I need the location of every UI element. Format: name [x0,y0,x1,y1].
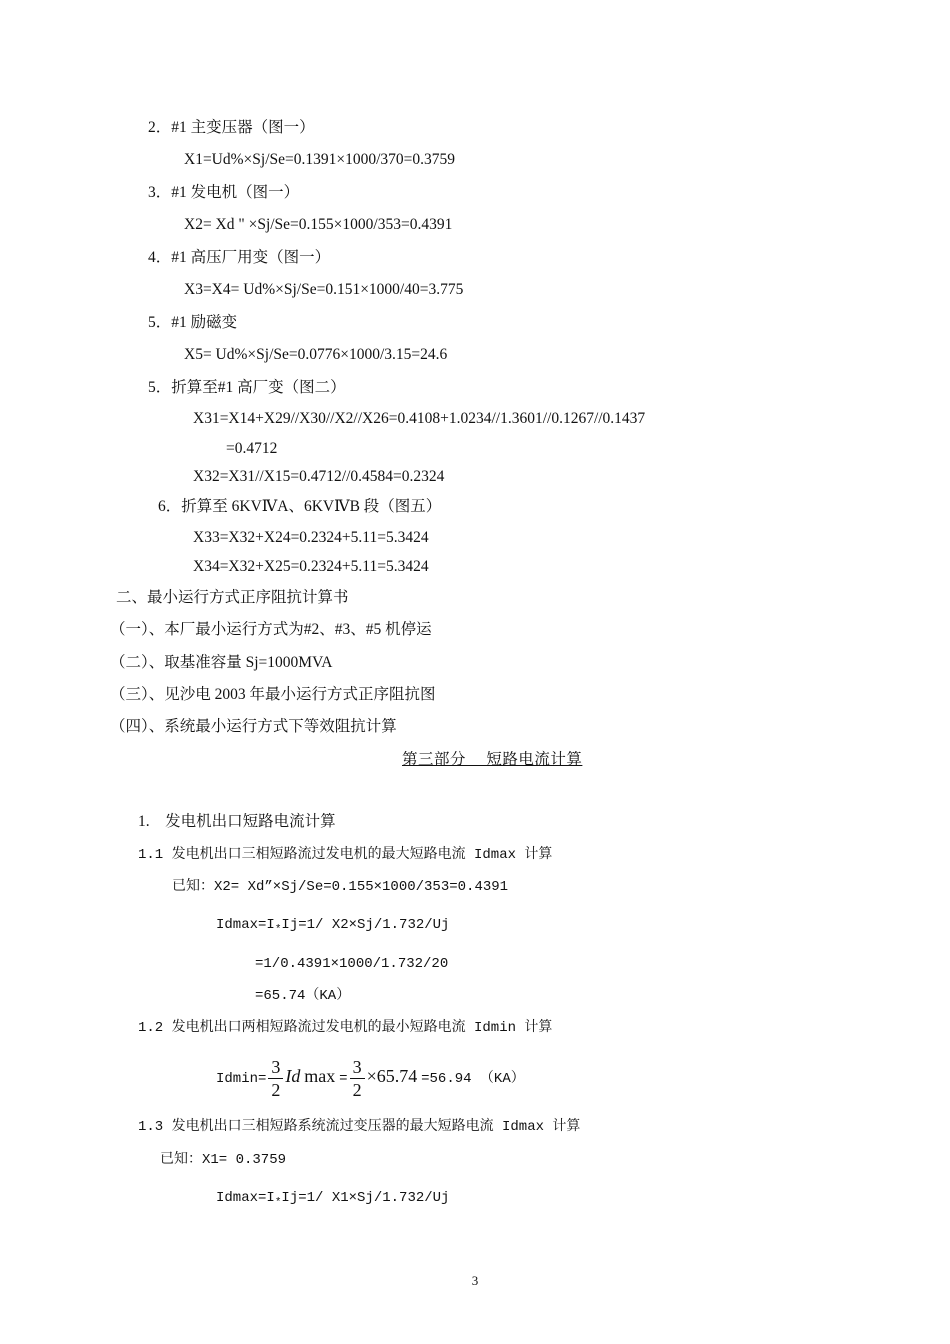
formula-x3-x4: X3=X4= Ud%×Sj/Se=0.151×1000/40=3.775 [184,281,464,298]
formula-idmax-transformer [216,1188,449,1213]
fraction-denominator: 2 [271,1079,281,1100]
subsection-1-2-heading: 1.2 发电机出口两相短路流过发电机的最小短路电流 Idmin 计算 [138,1020,553,1036]
item-5-heading: 5．#1 励磁变 [148,314,238,331]
fraction-three-halves-2 [350,1056,365,1101]
formula-idmin-result: =56.94 （KA） [421,1071,525,1087]
formula-x34: X34=X32+X25=0.2324+5.11=5.3424 [193,558,429,575]
formula-idmax-generator [216,915,449,940]
times-value: ×65.74 [366,1066,418,1086]
given-x1: 已知：X1= 0.3759 [160,1152,287,1168]
section-2-item-4: （四）、系统最小运行方式下等效阻抗计算 [110,718,397,735]
item-4-heading: 4．#1 高压厂用变（图一） [148,249,331,266]
fraction-numerator: 3 [268,1056,283,1079]
item-5b-heading: 5．折算至#1 高厂变（图二） [148,379,346,396]
formula-x5: X5= Ud%×Sj/Se=0.0776×1000/3.15=24.6 [184,346,448,363]
max-term: max [304,1066,336,1086]
formula-idmin [216,1054,525,1101]
formula-x1: X1=Ud%×Sj/Se=0.1391×1000/370=0.3759 [184,151,456,168]
section-2-item-2: （二）、取基准容量 Sj=1000MVA [110,654,333,671]
section-2-heading: 二、最小运行方式正序阻抗计算书 [116,589,349,606]
formula-idmax-rhs: Ij=1/ X2×Sj/1.732/Uj [281,917,450,933]
fraction-numerator-2: 3 [350,1056,365,1079]
equals-sign: = [339,1071,348,1087]
section-2-item-1: （一）、本厂最小运行方式为#2、#3、#5 机停运 [110,621,432,638]
part-3-title: 第三部分 短路电流计算 [402,751,583,768]
formula-idmax-t-lhs: Idmax=I [216,1190,275,1206]
subsection-1-1-heading: 1.1 发电机出口三相短路流过发电机的最大短路电流 Idmax 计算 [138,847,553,863]
formula-idmin-lhs: Idmin= [216,1071,267,1087]
subsection-1-heading: 1. 发电机出口短路电流计算 [138,813,336,830]
formula-idmax-substitution: =1/0.4391×1000/1.732/20 [255,956,449,972]
page-number: 3 [471,1273,479,1288]
subsection-1-3-heading: 1.3 发电机出口三相短路系统流过变压器的最大短路电流 Idmax 计算 [138,1119,581,1135]
formula-x31: X31=X14+X29//X30//X2//X26=0.4108+1.0234//1.3601//0.1267//0.1437 [193,410,646,427]
item-6-heading: 6．折算至 6KVⅣA、6KVⅣB 段（图五） [158,498,442,515]
fraction-denominator-2: 2 [352,1079,362,1100]
star-subscript-2: * [274,1197,282,1209]
formula-idmax-result: =65.74（KA） [255,988,351,1004]
formula-idmax-lhs: Idmax=I [216,917,275,933]
section-2-item-3: （三）、见沙电 2003 年最小运行方式正序阻抗图 [110,686,436,703]
star-subscript: * [274,924,282,936]
item-3-heading: 3．#1 发电机（图一） [148,184,300,201]
formula-x33: X33=X32+X24=0.2324+5.11=5.3424 [193,529,429,546]
id-term: Id [285,1066,301,1086]
item-2-heading: 2．#1 主变压器（图一） [148,119,315,136]
given-x2: 已知：X2= Xd”×Sj/Se=0.155×1000/353=0.4391 [172,879,509,895]
formula-idmax-t-rhs: Ij=1/ X1×Sj/1.732/Uj [281,1190,450,1206]
formula-x2: X2= Xd " ×Sj/Se=0.155×1000/353=0.4391 [184,216,453,233]
formula-x31-result: =0.4712 [226,440,278,457]
fraction-three-halves [268,1056,283,1101]
formula-x32: X32=X31//X15=0.4712//0.4584=0.2324 [193,468,445,485]
